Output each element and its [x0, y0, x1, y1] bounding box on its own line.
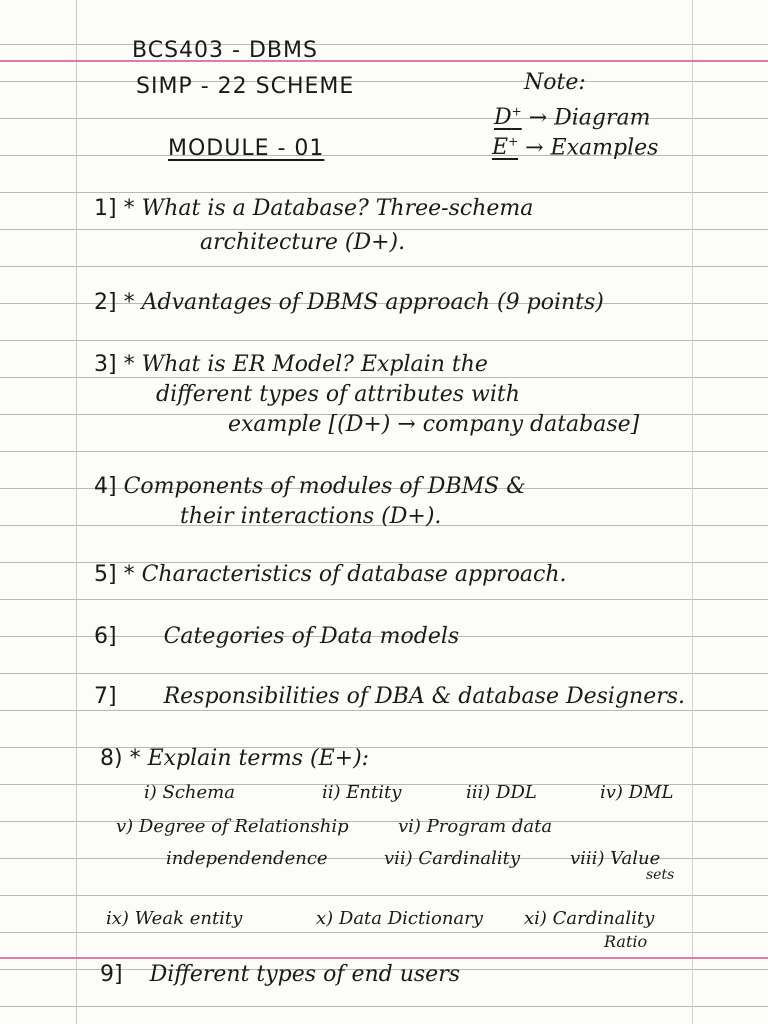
question-2: 2] * Advantages of DBMS approach (9 points) [94, 290, 604, 315]
question-1: 1] * What is a Database? Three-schema [94, 196, 534, 221]
term-ratio: Ratio [604, 932, 648, 951]
question-4-line-2: their interactions (D+). [180, 504, 442, 529]
scheme-title: SIMP - 22 SCHEME [136, 74, 355, 99]
note-label: Note: [524, 70, 586, 95]
term-degree-of-relationship: v) Degree of Relationship [116, 816, 349, 837]
note-diagram: D+ → Diagram [494, 105, 651, 131]
term-cardinality: vii) Cardinality [384, 848, 521, 869]
term-data-dictionary: x) Data Dictionary [316, 908, 483, 929]
question-3-line-2: different types of attributes with [156, 382, 520, 407]
term-entity: ii) Entity [322, 782, 402, 803]
question-3: 3] * What is ER Model? Explain the [94, 352, 488, 377]
term-weak-entity: ix) Weak entity [106, 908, 243, 929]
term-value: viii) Value [570, 848, 661, 869]
module-title: MODULE - 01 [168, 136, 325, 161]
term-schema: i) Schema [144, 782, 235, 803]
question-7: 7] Responsibilities of DBA & database Designers. [94, 684, 686, 709]
top-pink-line [0, 60, 768, 62]
term-program-data: vi) Program data [398, 816, 553, 837]
term-dml: iv) DML [600, 782, 674, 803]
question-5: 5] * Characteristics of database approach. [94, 562, 567, 587]
left-margin-line [76, 0, 77, 1024]
question-6: 6] Categories of Data models [94, 624, 460, 649]
question-9: 9] Different types of end users [100, 962, 460, 987]
bottom-pink-line [0, 957, 768, 959]
question-4: 4] Components of modules of DBMS & [94, 474, 526, 499]
note-examples: E+ → Examples [492, 135, 659, 161]
term-value-sets: sets [646, 867, 675, 883]
term-independence: independendence [166, 848, 328, 869]
right-margin-line [692, 0, 693, 1024]
question-3-line-3: example [(D+) → company database] [228, 412, 640, 437]
note-d-symbol: D+ [494, 105, 522, 131]
term-cardinality-ratio: xi) Cardinality [524, 908, 655, 929]
course-title: BCS403 - DBMS [132, 38, 318, 63]
question-8: 8) * Explain terms (E+): [100, 746, 370, 771]
question-1-line-2: architecture (D+). [200, 230, 406, 255]
note-e-symbol: E+ [492, 135, 519, 161]
term-ddl: iii) DDL [466, 782, 537, 803]
